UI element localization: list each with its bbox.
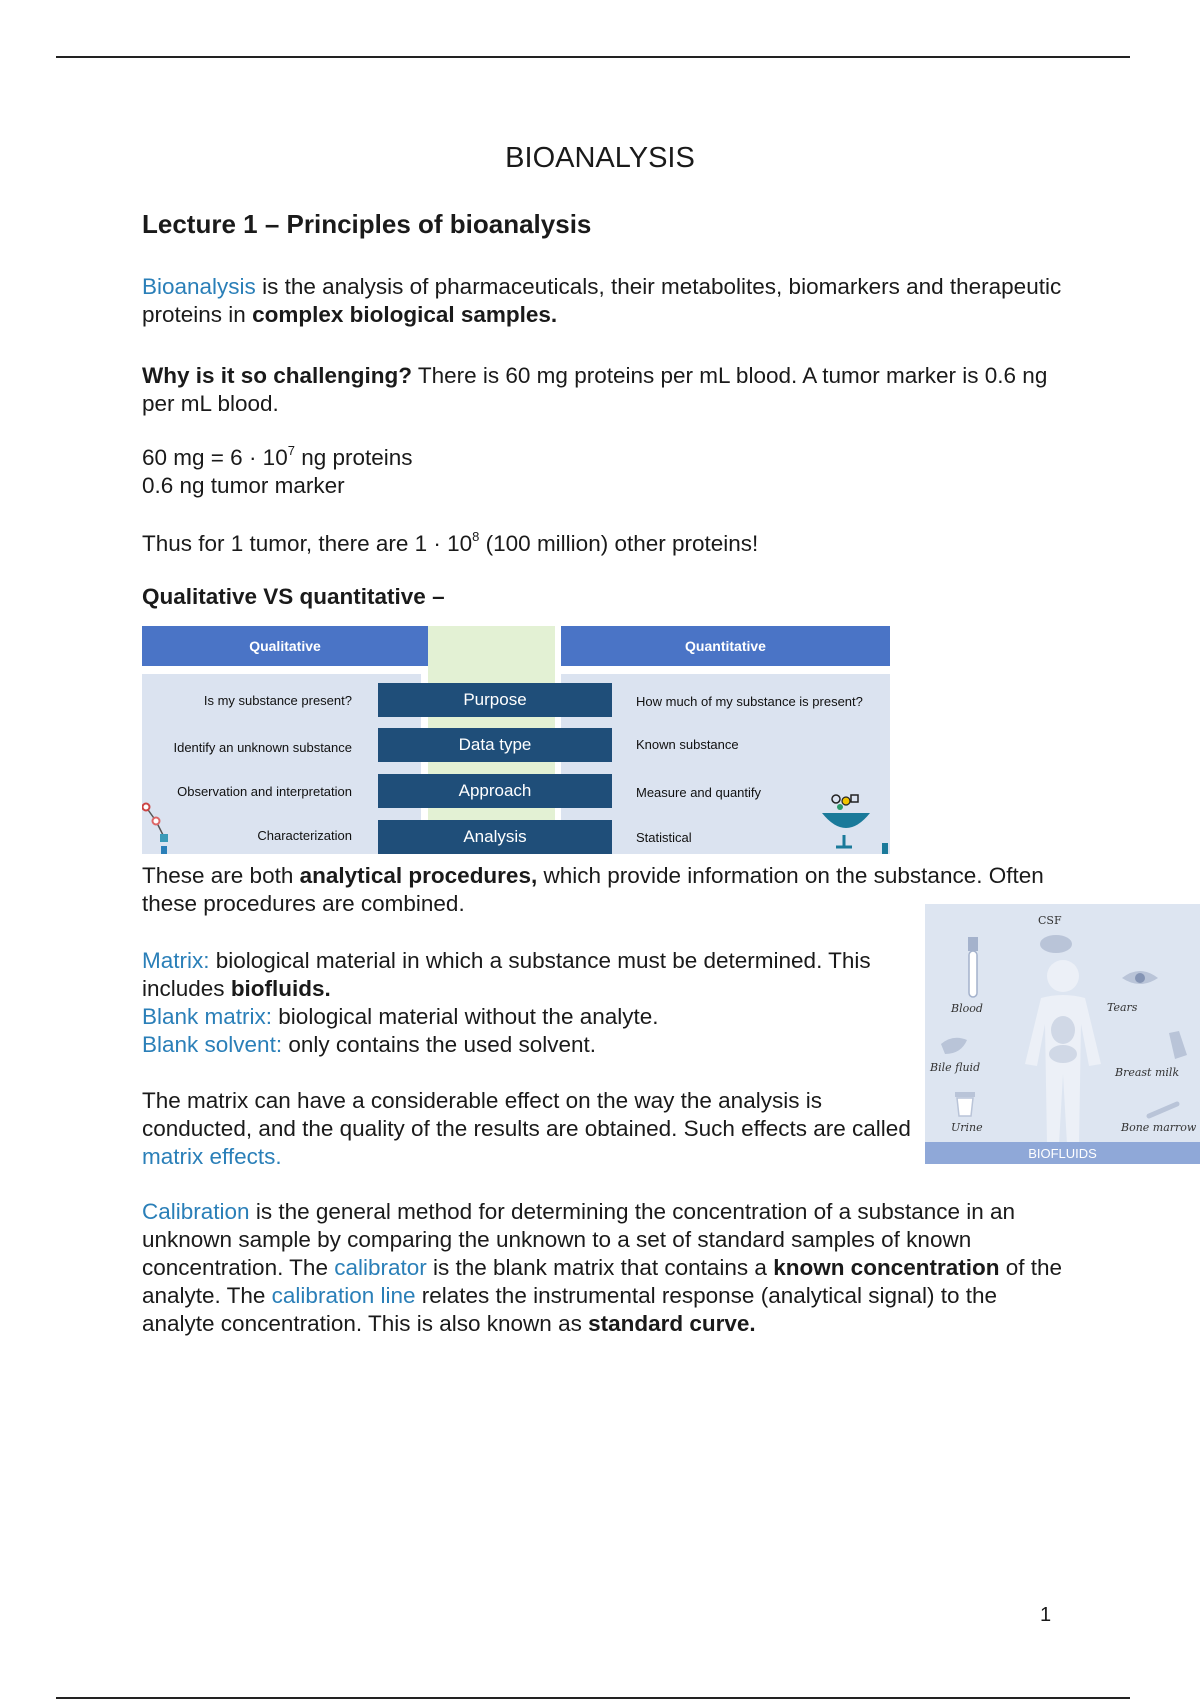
procedures-paragraph — [142, 862, 1062, 918]
urine-cup-icon — [953, 1090, 977, 1118]
molecule-icon — [142, 801, 172, 854]
matrix-effect-paragraph — [142, 1087, 912, 1171]
qq-heading: Qualitative VS quantitative – — [142, 584, 445, 609]
document-title: BIOANALYSIS — [505, 142, 695, 174]
bone-marrow-label: Bone marrow — [1121, 1121, 1197, 1134]
calc-paragraph — [142, 444, 413, 500]
term-calibration-line: calibration line — [271, 1283, 416, 1308]
quant-row-2: Known substance — [636, 737, 739, 752]
calc-line1-exp: 7 — [287, 442, 295, 458]
calibration-text-3: of the analyte. The — [142, 1255, 1062, 1308]
lab-dish-icon — [818, 791, 890, 854]
qual-row-2: Identify an unknown substance — [173, 740, 352, 755]
csf-label: CSF — [1038, 914, 1062, 927]
page-number: 1 — [1040, 1604, 1052, 1626]
intro-text: is the analysis of pharmaceuticals, their metabolites, biomarkers and therapeutic proteins in — [142, 274, 1062, 327]
calibration-text-1: is the general method for determining the concentration of a substance in an unknown sample by comparing the unknown to a set of standard samples of known concentration. The — [142, 1199, 1016, 1280]
calibration-bold-1: known concentration — [773, 1255, 1000, 1280]
calibration-bold-2: standard curve. — [588, 1311, 756, 1336]
calibration-text-4: relates the instrumental response (analytical signal) to the analyte concentration. This is also known as — [142, 1283, 998, 1336]
biofluids-figure — [925, 904, 1200, 1164]
calc-line1-pre: 60 mg = 6 · 10 — [142, 445, 288, 470]
matrix-effect-text: The matrix can have a considerable effect on the way the analysis is conducted, and the quality of the results are obtained. Such effects are called — [142, 1088, 911, 1141]
quant-row-4: Statistical — [636, 830, 692, 845]
qualitative-header: Qualitative — [142, 626, 428, 666]
biofluids-banner: BIOFLUIDS — [925, 1142, 1200, 1164]
thus-pre: Thus for 1 tumor, there are 1 · 10 — [142, 531, 473, 556]
thus-exp: 8 — [472, 528, 480, 544]
top-rule — [56, 56, 1130, 58]
calc-line2: 0.6 ng tumor marker — [142, 473, 345, 498]
tears-label: Tears — [1107, 1001, 1138, 1014]
qual-quant-figure — [142, 626, 890, 854]
quantitative-header: Quantitative — [561, 626, 890, 666]
bone-icon — [1145, 1100, 1181, 1120]
matrix-text: biological material in which a substance must be determined. This includes — [142, 948, 871, 1001]
term-blank-solvent: Blank solvent: — [142, 1032, 283, 1057]
approach-box: Approach — [378, 774, 612, 808]
blood-label: Blood — [951, 1002, 983, 1015]
term-calibration: Calibration — [142, 1199, 250, 1224]
term-calibrator: calibrator — [334, 1255, 427, 1280]
matrix-paragraph — [142, 947, 887, 1059]
procedures-pre: These are both — [142, 863, 300, 888]
term-matrix-effects: matrix effects. — [142, 1144, 282, 1169]
term-matrix: Matrix: — [142, 948, 210, 973]
purpose-box: Purpose — [378, 683, 612, 717]
breast-milk-label: Breast milk — [1115, 1066, 1180, 1079]
calibration-text-2: is the blank matrix that contains a — [426, 1255, 774, 1280]
quant-row-1: How much of my substance is present? — [636, 694, 863, 709]
calc-line1-post: ng proteins — [294, 445, 413, 470]
qual-row-4: Characterization — [257, 828, 352, 843]
qual-row-3: Observation and interpretation — [177, 784, 352, 799]
csf-icon — [1038, 931, 1074, 957]
challenge-paragraph — [142, 362, 1062, 418]
procedures-bold: analytical procedures, — [299, 863, 538, 888]
bottle-icon — [1161, 1029, 1191, 1061]
blank-solvent-text: only contains the used solvent. — [282, 1032, 597, 1057]
eye-icon — [1120, 964, 1160, 998]
analysis-box: Analysis — [378, 820, 612, 854]
bottom-rule — [56, 1697, 1130, 1699]
calibration-paragraph — [142, 1198, 1062, 1338]
quant-row-3: Measure and quantify — [636, 785, 762, 800]
data-type-box: Data type — [378, 728, 612, 762]
thus-paragraph — [142, 530, 758, 558]
urine-label: Urine — [951, 1121, 983, 1134]
intro-bold: complex biological samples. — [252, 302, 558, 327]
thus-post: (100 million) other proteins! — [479, 531, 759, 556]
challenge-question: Why is it so challenging? — [142, 363, 413, 388]
liver-icon — [939, 1034, 969, 1058]
challenge-text: There is 60 mg proteins per mL blood. A tumor marker is 0.6 ng per mL blood. — [142, 363, 1048, 416]
term-blank-matrix: Blank matrix: — [142, 1004, 273, 1029]
blood-tube-icon — [965, 937, 981, 999]
bile-fluid-label: Bile fluid — [930, 1061, 981, 1074]
term-bioanalysis: Bioanalysis — [142, 274, 256, 299]
procedures-post: which provide information on the substance. Often these procedures are combined. — [142, 863, 1044, 916]
lecture-heading: Lecture 1 – Principles of bioanalysis — [142, 209, 592, 239]
qual-row-1: Is my substance present? — [203, 693, 352, 708]
intro-paragraph — [142, 273, 1062, 329]
matrix-bold: biofluids. — [230, 976, 331, 1001]
blank-matrix-text: biological material without the analyte. — [272, 1004, 659, 1029]
human-body-icon — [1003, 954, 1123, 1144]
